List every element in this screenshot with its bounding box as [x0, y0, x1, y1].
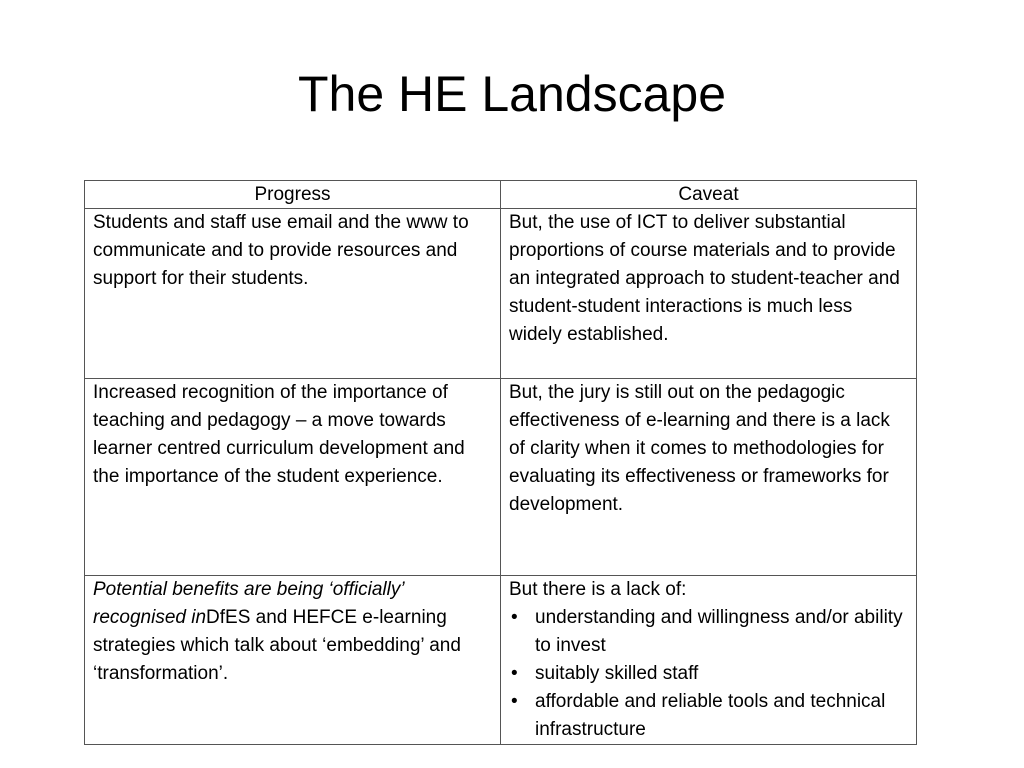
header-progress: Progress: [85, 181, 501, 209]
progress-cell: Increased recognition of the importance of teaching and pedagogy – a move towards learner centred curriculum development and the importance of the student experience.: [85, 379, 501, 576]
slide-title: The HE Landscape: [297, 66, 727, 122]
list-item-text: suitably skilled staff: [535, 663, 699, 684]
list-item-text: affordable and reliable tools and technical infrastructure: [535, 691, 886, 740]
list-item: [509, 604, 908, 660]
caveat-intro: But there is a lack of:: [509, 579, 687, 600]
progress-cell: Students and staff use email and the www to communicate and to provide resources and support for their students.: [85, 209, 501, 379]
table-row: [85, 576, 917, 745]
table-header-row: [85, 181, 917, 209]
progress-italic-text: Potential benefits are being ‘officially’ recognised in: [93, 579, 404, 628]
he-landscape-table: [84, 180, 917, 745]
list-item: [509, 688, 908, 744]
table-row: [85, 379, 917, 576]
caveat-cell: But, the use of ICT to deliver substantial proportions of course materials and to provide an integrated approach to student-teacher and student-student interactions is much less widely established.: [501, 209, 917, 379]
progress-cell: [85, 576, 501, 745]
bullet-icon: •: [511, 607, 518, 628]
bullet-icon: •: [511, 663, 518, 684]
header-caveat: Caveat: [501, 181, 917, 209]
table-row: [85, 209, 917, 379]
bullet-icon: •: [511, 691, 518, 712]
progress-rest-text: DfES and HEFCE e-learning strategies which talk about ‘embedding’ and ‘transformation’.: [93, 607, 461, 684]
list-item: [509, 660, 908, 688]
caveat-bullet-list: [509, 604, 908, 744]
caveat-cell: But, the jury is still out on the pedagogic effectiveness of e-learning and there is a lack of clarity when it comes to methodologies for evaluating its effectiveness or frameworks for development.: [501, 379, 917, 576]
caveat-cell: [501, 576, 917, 745]
list-item-text: understanding and willingness and/or ability to invest: [535, 607, 903, 656]
